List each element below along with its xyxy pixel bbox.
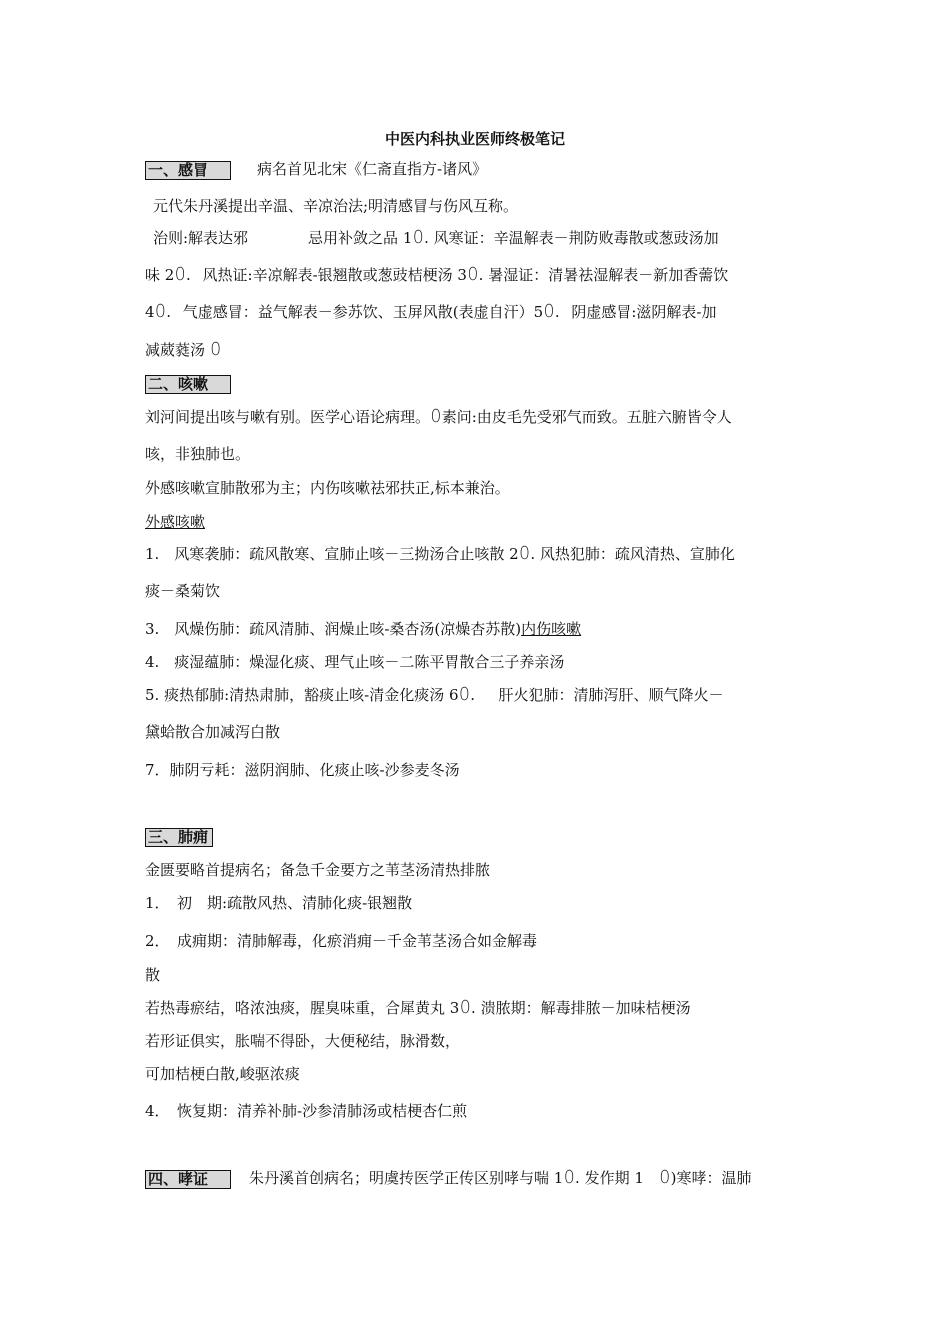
section-1-line-4: 味 2ꄲ. 风热证:辛凉解表-银翘散或葱豉桔梗汤 3ꄲ. 暑湿证：清暑祛湿解表－新加香薷饮 bbox=[145, 266, 729, 284]
section-1-line-1: 病名首见北宋《仁斋直指方-诸风》 bbox=[257, 160, 488, 178]
section-3-line-4: 散 bbox=[145, 966, 161, 984]
section-3-line-8: 4． 恢复期：清养补肺-沙参清肺汤或桔梗杏仁煎 bbox=[145, 1102, 468, 1120]
section-3-heading-line bbox=[145, 826, 213, 847]
subheading-external-cough: 外感咳嗽 bbox=[145, 513, 206, 531]
section-2-line-10: 7．肺阴亏耗：滋阴润肺、化痰止咳-沙参麦冬汤 bbox=[145, 761, 460, 779]
section-2-line-7: 4. 痰湿蕴肺：燥湿化痰、理气止咳－二陈平胃散合三子养亲汤 bbox=[145, 653, 565, 671]
section-2-line-9: 黛蛤散合加减泻白散 bbox=[145, 723, 281, 741]
section-3-line-3: 2． 成痈期：清肺解毒，化瘀消痈－千金苇茎汤合如金解毒 bbox=[145, 932, 538, 950]
section-1-heading-line bbox=[145, 159, 487, 180]
section-heading-wheezing: 四、哮证 bbox=[145, 1170, 231, 1189]
section-2-line-8: 5. 痰热郁肺:清热肃肺，豁痰止咳-清金化痰汤 6ꄲ. 肝火犯肺：清肺泻肝、顺气降火－ bbox=[145, 686, 724, 704]
section-heading-cold: 一、感冒 bbox=[145, 161, 231, 180]
section-2-line-6-text: 3. 风燥伤肺：疏风清肺、润燥止咳-桑杏汤(凉燥杏苏散) bbox=[145, 620, 522, 638]
section-2-heading-line bbox=[145, 373, 231, 394]
section-heading-lung-abscess: 三、肺痈 bbox=[145, 828, 213, 847]
section-3-line-1: 金匮要略首提病名；备急千金要方之苇茎汤清热排脓 bbox=[145, 861, 491, 879]
section-1-line-3: 治则:解表达邪 忌用补敛之品 1ꄲ. 风寒证：辛温解表－荆防败毒散或葱豉汤加 bbox=[153, 229, 719, 247]
section-1-line-5: 4ꄲ. 气虚感冒：益气解表－参苏饮、玉屏风散(表虚自汗）5ꄲ. 阴虚感冒:滋阴解表-加 bbox=[145, 303, 717, 321]
section-1-line-6: 减葳蕤汤 ꄲ bbox=[145, 341, 222, 359]
section-1-line-2: 元代朱丹溪提出辛温、辛凉治法;明清感冒与伤风互称。 bbox=[153, 197, 519, 215]
section-3-line-6: 若形证俱实，胀喘不得卧，大便秘结，脉滑数， bbox=[145, 1032, 461, 1050]
section-4-line-1: 朱丹溪首创病名；明虞抟医学正传区别哮与喘 1ꄲ. 发作期 1 ꄲ)寒哮：温肺 bbox=[249, 1169, 752, 1187]
section-2-line-4: 1. 风寒袭肺：疏风散寒、宣肺止咳－三拗汤合止咳散 2ꄲ. 风热犯肺：疏风清热、宣肺化 bbox=[145, 545, 735, 563]
document-title: 中医内科执业医师终极笔记 bbox=[384, 130, 565, 148]
section-heading-cough: 二、咳嗽 bbox=[145, 375, 231, 394]
section-3-line-7: 可加桔梗白散,峻驱浓痰 bbox=[145, 1065, 300, 1083]
section-4-heading-line bbox=[145, 1168, 751, 1189]
section-3-line-2: 1． 初 期:疏散风热、清肺化痰-银翘散 bbox=[145, 894, 413, 912]
section-2-line-6 bbox=[145, 619, 581, 639]
subheading-internal-cough: 内伤咳嗽 bbox=[521, 620, 582, 638]
section-2-line-3: 外感咳嗽宣肺散邪为主；内伤咳嗽祛邪扶正,标本兼治。 bbox=[145, 479, 510, 497]
section-2-line-2: 咳，非独肺也。 bbox=[145, 445, 251, 463]
section-2-line-1: 刘河间提出咳与嗽有别。医学心语论病理。ꄲ素问:由皮毛先受邪气而致。五脏六腑皆令人 bbox=[145, 408, 732, 426]
section-2-line-5: 痰－桑菊饮 bbox=[145, 582, 221, 600]
section-3-line-5: 若热毒瘀结，咯浓浊痰，腥臭味重，合犀黄丸 3ꄲ. 溃脓期：解毒排脓－加味桔梗汤 bbox=[145, 999, 691, 1017]
